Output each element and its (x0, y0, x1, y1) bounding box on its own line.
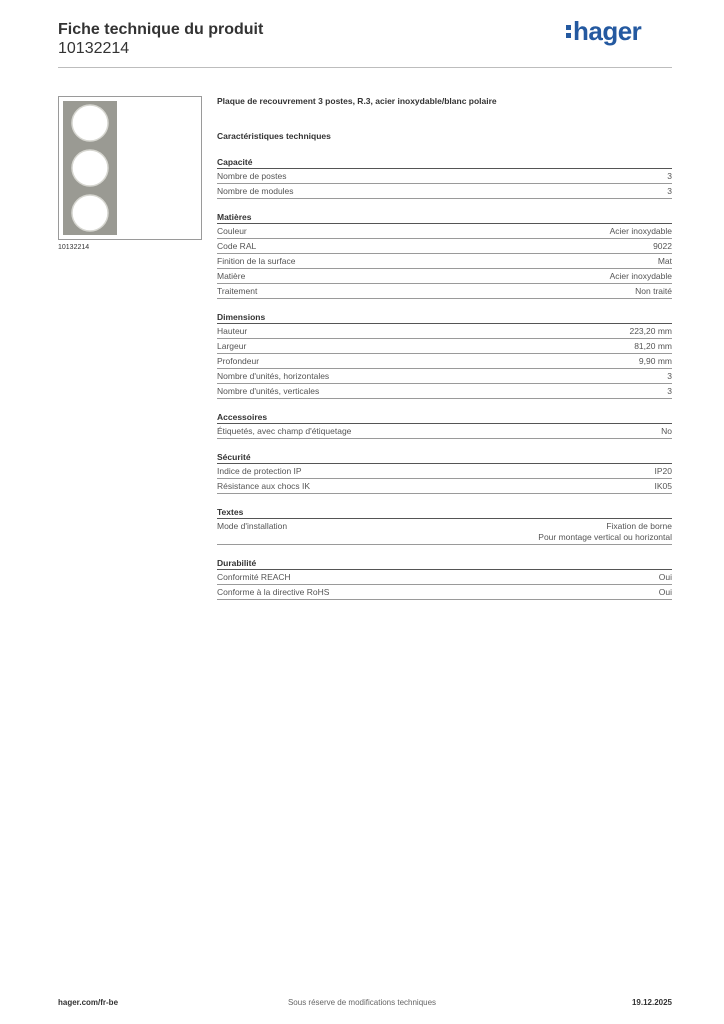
spec-row (217, 464, 672, 479)
spec-label: Matière (217, 271, 246, 281)
footer-website: hager.com/fr-be (58, 998, 119, 1007)
spec-label: Nombre de postes (217, 171, 287, 181)
spec-row (217, 254, 672, 269)
spec-row (217, 224, 672, 239)
section-title: Textes (217, 507, 672, 519)
spec-row (217, 169, 672, 184)
spec-value: Oui (658, 572, 672, 582)
spec-value: Non traité (635, 286, 672, 296)
spec-value: Mat (657, 256, 672, 266)
spec-value: 3 (667, 171, 672, 181)
spec-label: Largeur (217, 341, 247, 351)
spec-label: Code RAL (217, 241, 257, 251)
spec-value: Acier inoxydable (609, 226, 672, 236)
spec-value: Fixation de borne Pour montage vertical ou horizontal (538, 521, 672, 542)
spec-section (217, 507, 672, 545)
spec-label: Étiquetés, avec champ d'étiquetage (217, 426, 352, 436)
spec-label: Traitement (217, 286, 258, 296)
tech-heading: Caractéristiques techniques (217, 131, 331, 141)
product-number: 10132214 (58, 40, 130, 57)
spec-value: 3 (667, 371, 672, 381)
spec-row (217, 339, 672, 354)
page-title: Fiche technique du produit (58, 21, 264, 38)
cover-plate-icon (59, 97, 201, 239)
spec-label: Hauteur (217, 326, 248, 336)
spec-value: IP20 (654, 466, 672, 476)
spec-label: Nombre d'unités, horizontales (217, 371, 330, 381)
spec-section (217, 312, 672, 399)
footer-notice: Sous réserve de modifications techniques (287, 998, 437, 1007)
product-description: Plaque de recouvrement 3 postes, R.3, acier inoxydable/blanc polaire (217, 96, 497, 106)
hager-logo (566, 16, 641, 47)
spec-label: Mode d'installation (217, 521, 288, 531)
spec-row (217, 384, 672, 399)
logo-dots-icon (566, 22, 571, 41)
section-title: Durabilité (217, 558, 672, 570)
section-title: Sécurité (217, 452, 672, 464)
spec-row (217, 519, 672, 545)
spec-section (217, 157, 672, 199)
spec-row (217, 324, 672, 339)
spec-label: Conforme à la directive RoHS (217, 587, 330, 597)
section-title: Dimensions (217, 312, 672, 324)
spec-label: Nombre d'unités, verticales (217, 386, 320, 396)
header-divider (58, 67, 672, 68)
spec-label: Profondeur (217, 356, 260, 366)
spec-value: 81,20 mm (634, 341, 672, 351)
spec-value: 9022 (653, 241, 672, 251)
image-caption: 10132214 (58, 244, 90, 251)
spec-label: Conformité REACH (217, 572, 291, 582)
spec-row (217, 269, 672, 284)
spec-row (217, 184, 672, 199)
spec-label: Indice de protection IP (217, 466, 302, 476)
spec-row (217, 424, 672, 439)
spec-section (217, 452, 672, 494)
spec-row (217, 570, 672, 585)
spec-row (217, 284, 672, 299)
logo-text: hager (573, 16, 642, 46)
spec-label: Nombre de modules (217, 186, 294, 196)
spec-value: Acier inoxydable (609, 271, 672, 281)
spec-section (217, 412, 672, 439)
spec-value: Oui (658, 587, 672, 597)
spec-value: 223,20 mm (629, 326, 672, 336)
spec-section (217, 212, 672, 299)
spec-row (217, 354, 672, 369)
spec-label: Finition de la surface (217, 256, 296, 266)
spec-value: No (661, 426, 672, 436)
spec-row (217, 585, 672, 600)
spec-label: Résistance aux chocs IK (217, 481, 311, 491)
specifications (217, 157, 672, 613)
spec-value: 9,90 mm (638, 356, 672, 366)
spec-value: IK05 (654, 481, 672, 491)
footer-date: 19.12.2025 (631, 998, 672, 1007)
spec-row (217, 479, 672, 494)
spec-row (217, 239, 672, 254)
spec-row (217, 369, 672, 384)
section-title: Accessoires (217, 412, 672, 424)
spec-label: Couleur (217, 226, 247, 236)
product-image (58, 96, 202, 240)
spec-value: 3 (667, 186, 672, 196)
spec-section (217, 558, 672, 600)
section-title: Matières (217, 212, 672, 224)
spec-value: 3 (667, 386, 672, 396)
section-title: Capacité (217, 157, 672, 169)
